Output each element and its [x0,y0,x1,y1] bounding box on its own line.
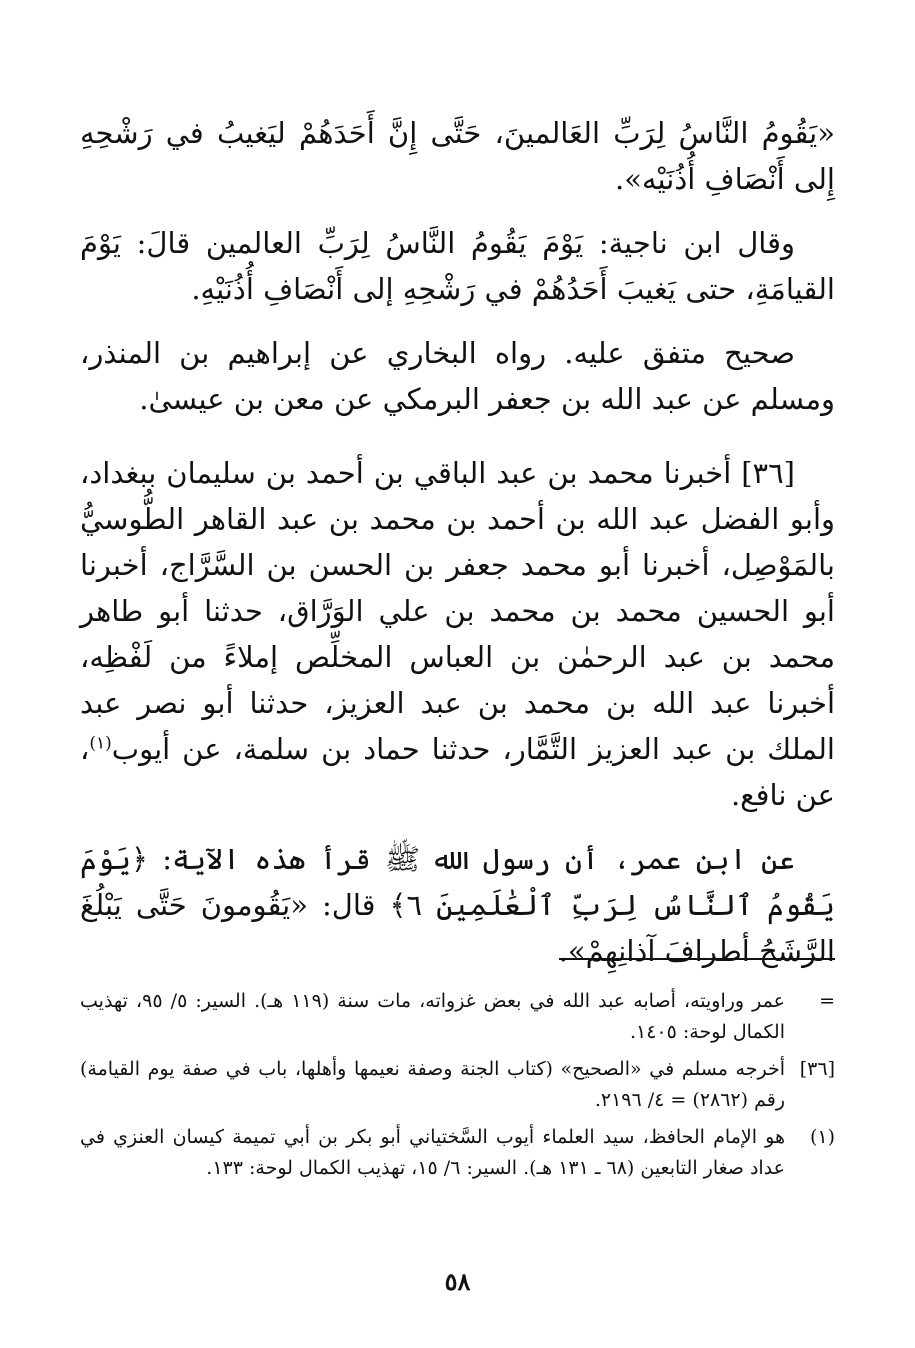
hadith-36-isnad-paragraph [80,450,835,818]
hadith-36-tail: ، عن نافع. [80,732,835,812]
main-text [80,110,835,974]
footnote-continuation [80,986,835,1048]
footnote-mark: (١) [809,1126,835,1148]
footnote-1 [80,1122,835,1184]
footnote-text: عمر وراويته، أصابه عبد الله في بعض غزواته، مات سنة (١١٩ هـ). السير: ٥/ ٩٥، تهذيب الكمال لوحة: ١٤٠٥. [80,990,785,1043]
footnote-reference: (١) [89,733,112,754]
book-page [80,110,835,1348]
footnote-text: أخرجه مسلم في «الصحيح» (كتاب الجنة وصفة نعيمها وأهلها، باب في صفة يوم القيامة) رقم (٢٨٦٢) = ٤/ ٢١٩٦. [80,1058,785,1111]
hadith-36-matn-paragraph: عن ابن عمر، أن رسول الله ﷺ قرأ هذه الآية: ﴿يَوْمَ يَقُومُ ٱلنَّاسُ لِرَبِّ ٱلْعَٰلَمِينَ ٦﴾ قال: «يَقُومونَ حَتَّى يَبْلُغَ الرَّشَحُ أطرافَ آذانِهِمْ». [80,842,835,968]
footnote-hadith-36 [80,1054,835,1116]
page-number: ٥٨ [444,1267,471,1296]
hadith-36-text: [٣٦] أخبرنا محمد بن عبد الباقي بن أحمد بن سليمان ببغداد، وأبو الفضل عبد الله بن أحمد بن محمد بن عبد القاهر الطُّوسيُّ بالمَوْصِل، أخبرنا أبو محمد جعفر بن الحسن بن السَّرَّاج، أخبرنا أبو الحسين محمد بن محمد بن علي الوَرَّاق، حدثنا أبو طاهر محمد بن عبد الرحمٰن بن العباس المخلِّص إملاءً من لَفْظِه، أخبرنا عبد الله بن محمد بن عبد العزيز، حدثنا أبو نصر عبد الملك بن عبد العزيز التَّمَّار، حدثنا حماد بن سلمة، عن أيوب [80,456,835,766]
footnote-divider [559,958,835,960]
footnote-mark: = [819,990,835,1012]
footnote-text: هو الإمام الحافظ، سيد العلماء أيوب السَّختياني أبو بكر بن أبي تميمة كيسان العنزي في عداد صغار التابعين (٦٨ ـ ١٣١ هـ). السير: ٦/ ١٥، تهذيب الكمال لوحة: ١٣٣. [80,1126,785,1179]
authentication-paragraph: صحيح متفق عليه. رواه البخاري عن إبراهيم بن المنذر، ومسلم عن عبد الله بن جعفر البرمكي عن معن بن عيسىٰ. [80,336,835,416]
hadith-quote-paragraph: «يَقُومُ النَّاسُ لِرَبِّ العَالمينَ، حَتَّى إِنَّ أَحَدَهُمْ ليَغيبُ في رَشْحِهِ إِلى أَنْصَافِ أُذُنَيْه». [80,116,835,196]
footnote-mark: [٣٦] [799,1058,835,1080]
footnotes-section [80,986,835,1190]
ibn-najiya-paragraph: وقال ابن ناجية: يَوْمَ يَقُومُ النَّاسُ لِرَبِّ العالمين قالَ: يَوْمَ القيامَةِ، حتى يَغيبَ أَحَدُهُمْ في رَشْحِهِ إلى أَنْصَافِ أُذُنَيْهِ. [80,226,835,306]
